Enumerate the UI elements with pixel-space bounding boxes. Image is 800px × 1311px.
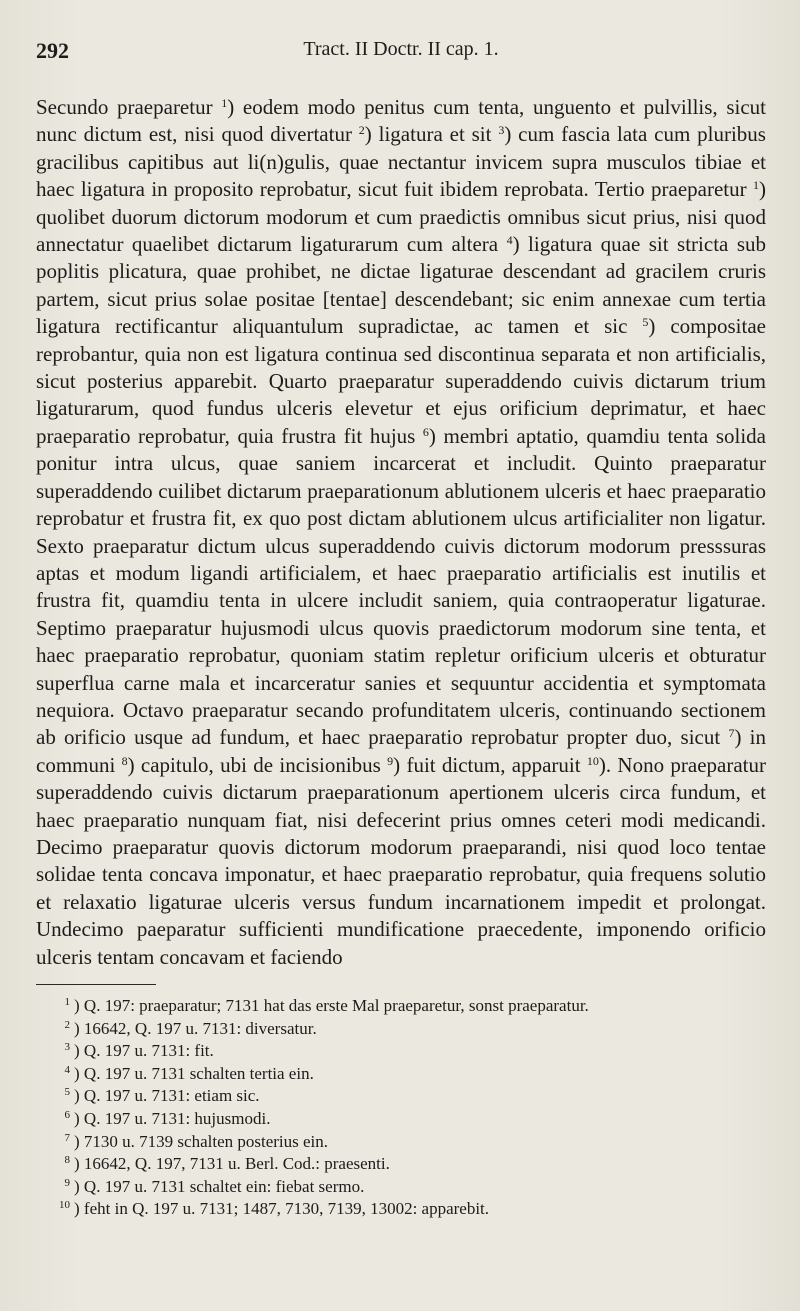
footnote-reference: 1 bbox=[221, 96, 228, 110]
footnote-text: ) 16642, Q. 197, 7131 u. Berl. Cod.: praesenti. bbox=[74, 1154, 390, 1174]
footnote bbox=[64, 995, 766, 1018]
footnote-number-sup: 8 bbox=[64, 1154, 70, 1167]
body-text-segment: ) eodem modo penitus cum tenta, unguento et pulvillis, sicut nunc dictum est, nisi quod divertatur bbox=[36, 95, 767, 147]
footnote-reference: 9 bbox=[387, 753, 394, 768]
footnote-number-sup: 2 bbox=[64, 1018, 70, 1031]
footnotes bbox=[36, 995, 766, 1221]
body-text-segment: ) quolibet duorum dictorum modorum et cum praedictis omnibus sicut prius, nisi quod annectatur quaelibet dictarum ligaturarum cum altera bbox=[36, 177, 766, 257]
body-text-segment: ) ligatura et sit bbox=[364, 122, 499, 147]
footnote-text: ) Q. 197 u. 7131 schaltet ein: fiebat sermo. bbox=[74, 1176, 365, 1196]
footnote bbox=[64, 1153, 766, 1176]
footnote bbox=[64, 1018, 766, 1041]
footnote-text: ) Q. 197 u. 7131: hujusmodi. bbox=[74, 1108, 271, 1128]
footnote-number bbox=[52, 1085, 70, 1108]
footnote-number bbox=[52, 1153, 70, 1176]
page-number: 292 bbox=[36, 38, 69, 63]
footnote-number-sup: 5 bbox=[64, 1086, 70, 1099]
footnote-text: ) Q. 197 u. 7131 schalten tertia ein. bbox=[74, 1063, 314, 1083]
footnote-text: ) Q. 197 u. 7131: etiam sic. bbox=[74, 1086, 260, 1106]
body-text-segment: ) membri aptatio, quamdiu tenta solida ponitur intra ulcus, quae saniem incarcerat et includit. Quinto praeparatur superaddendo cuilibet dictarum praeparationum ablutionem ulceris et haec praeparatio reprobatur et frustra fit, ex quo post dictam ablutionem ulcus artificialiter non ligatur. Sexto praeparatur dictum ulcus superaddendo cuivis dictorum modorum presssuras aptas et modum ligandi artificialem, et haec praeparatio artificialis est inutilis et frustra fit, quamdiu tenta in ulcere includit saniem, quia contraoperatur ligaturae. Septimo praeparatur hujusmodi ulcus quovis praedictorum modorum sine tenta, et haec praeparatio reprobatur, quoniam statim repletur orificium ulceris et obturatur superflua carne mala et incarceratur sanies et sequuntur accidentia et symptomata nequiora. Octavo praeparatur secando profunditatem ulceris, continuando sectionem ab orificio usque ad fundum, et haec praeparatio reprobatur propter duo, sicut bbox=[36, 423, 766, 750]
running-head bbox=[36, 38, 766, 72]
body-text-segment: ) cum fascia lata cum pluribus gracilibus capitibus aut li(n)gulis, quae nectantur invicem supra musculos tibiae et haec ligatura in proposito reprobatur, sicut fuit ibidem reprobata. Tertio praeparetur bbox=[36, 122, 766, 202]
footnote-number-sup: 7 bbox=[64, 1131, 70, 1144]
footnote-number bbox=[52, 1063, 70, 1086]
body-text-segment: ) capitulo, ubi de incisionibus bbox=[127, 752, 388, 777]
footnote bbox=[64, 1176, 766, 1199]
footnote-text: ) Q. 197: praeparatur; 7131 hat das erste Mal praeparetur, sonst praeparatur. bbox=[74, 996, 589, 1015]
footnote-text: ) 7130 u. 7139 schalten posterius ein. bbox=[74, 1131, 329, 1151]
running-title: Tract. II Doctr. II cap. 1. bbox=[303, 38, 499, 60]
footnote-number-sup: 10 bbox=[59, 1199, 70, 1212]
footnote-number-sup: 9 bbox=[64, 1176, 70, 1189]
footnote-number-sup: 3 bbox=[64, 1041, 70, 1054]
footnote-text: ) 16642, Q. 197 u. 7131: diversatur. bbox=[74, 1018, 317, 1038]
footnote-text: ) feht in Q. 197 u. 7131; 1487, 7130, 7139, 13002: apparebit. bbox=[74, 1199, 490, 1219]
footnote-reference: 7 bbox=[728, 726, 735, 741]
footnote-number-sup: 6 bbox=[64, 1108, 70, 1121]
footnote-reference: 5 bbox=[642, 315, 649, 330]
body-text-segment: ) compositae reprobantur, quia non est ligatura continua sed discontinua separata et non artificialis, sicut posterius apparebit. Quarto praeparatur superaddendo cuivis dictarum trium ligaturarum, quod fundus ulceris elevetur et ejus orificium deprimatur, et haec praeparatio reprobatur, quia frustra fit hujus bbox=[36, 314, 766, 448]
footnote bbox=[64, 1085, 766, 1108]
footnote bbox=[64, 1040, 766, 1063]
body-paragraph bbox=[36, 94, 766, 971]
footnote-reference: 4 bbox=[506, 233, 513, 248]
footnote-number-sup: 1 bbox=[64, 996, 70, 1008]
footnote-reference: 8 bbox=[121, 753, 128, 768]
footnote-number bbox=[52, 1176, 70, 1199]
footnote-reference: 10 bbox=[586, 753, 599, 768]
footnote-number bbox=[52, 1018, 70, 1041]
footnote-number bbox=[52, 1198, 70, 1221]
footnote bbox=[64, 1063, 766, 1086]
footnote-number bbox=[52, 1131, 70, 1154]
body-text-segment: ) in communi bbox=[36, 725, 767, 777]
footnote-reference: 6 bbox=[422, 424, 429, 439]
footnote-number bbox=[52, 995, 70, 1018]
main-text bbox=[36, 94, 766, 971]
footnote-number bbox=[52, 1108, 70, 1131]
footnote-reference: 2 bbox=[358, 123, 365, 138]
footnote bbox=[64, 1131, 766, 1154]
footnote-reference: 1 bbox=[753, 178, 759, 193]
footnote-text: ) Q. 197 u. 7131: fit. bbox=[74, 1041, 214, 1061]
footnote-reference: 3 bbox=[498, 123, 505, 138]
footnote-number bbox=[52, 1040, 70, 1063]
footnote bbox=[64, 1108, 766, 1131]
body-text-segment: ) fuit dictum, apparuit bbox=[393, 752, 587, 777]
body-text-segment: Secundo praeparetur bbox=[36, 95, 222, 119]
body-text-segment: ). Nono praeparatur superaddendo cuivis dictarum praeparationum apertionem ulceris circa fundum, et haec praeparatio nunquam fiat, nisi defecerint prius omnes ceteri modi medicandi. Decimo praeparatur quovis dictorum modorum praeparandi, nisi quod loco tentae solidae tenta concava imponatur, et haec praeparatio reprobatur, quia frequens solutio et relaxatio ligaturae ulceris versus fundum incarnationem impedit et prolongat. Undecimo paeparatur sufficienti mundificatione praecedente, imponendo orificio ulceris tentam concavam et faciendo bbox=[36, 752, 766, 969]
footnote-divider bbox=[36, 984, 156, 985]
footnote bbox=[59, 1198, 766, 1221]
body-text-segment: ) ligatura quae sit stricta sub poplitis plicatura, quae prohibet, ne dictae ligaturae descendant ad gracilem cruris partem, sicut prius solae positae [tentae] descendebant; sic enim annexae cum tertia ligatura rectificantur aliquantulum supradictae, ac tamen et sic bbox=[36, 232, 766, 339]
footnote-number-sup: 4 bbox=[64, 1063, 70, 1076]
